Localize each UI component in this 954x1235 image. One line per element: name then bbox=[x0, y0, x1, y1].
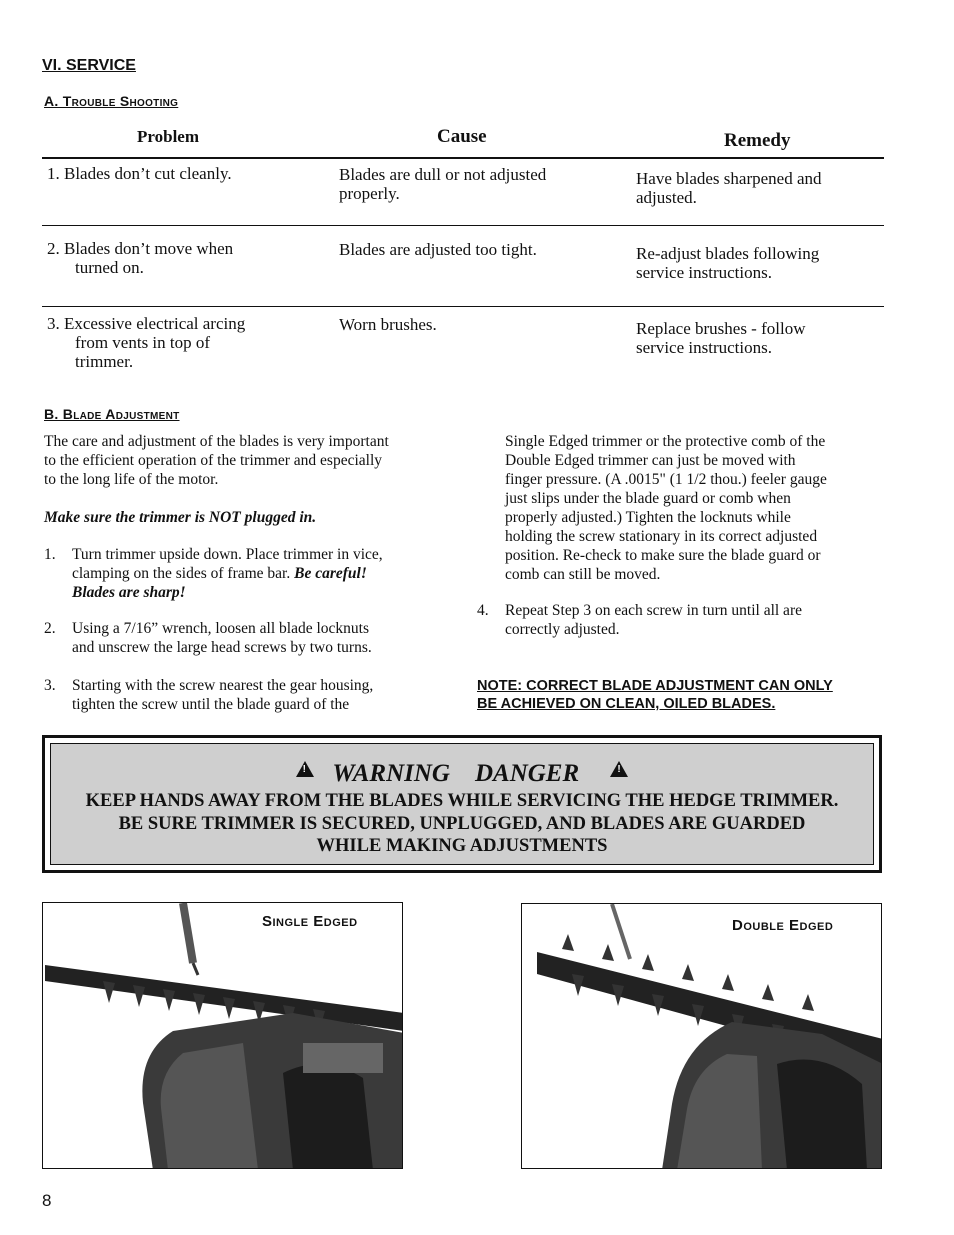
row-divider bbox=[42, 225, 884, 226]
section-title: VI. SERVICE bbox=[42, 57, 136, 74]
step-3-continued: Single Edged trimmer or the protective comb of the Double Edged trimmer can just be moved with finger pressure. (A .0015" (1 1/2 thou.) feeler gauge just slips under the blade guard or comb when properly adjusted.) Tighten the locknuts while holding the screw stationary in its correct adjusted position. Re-check to make sure the blade guard or comb can still be moved. bbox=[505, 433, 827, 583]
blade-note: NOTE: CORRECT BLADE ADJUSTMENT CAN ONLY BE ACHIEVED ON CLEAN, OILED BLADES. bbox=[477, 678, 833, 712]
col-header-problem: Problem bbox=[137, 127, 200, 146]
step-1: 1. Turn trimmer upside down. Place trimmer in vice, clamping on the sides of frame bar. Be careful! Blades are sharp! bbox=[44, 546, 383, 601]
double-edged-trimmer-illustration bbox=[522, 904, 882, 1169]
warning-line-2: BE SURE TRIMMER IS SECURED, UNPLUGGED, AND BLADES ARE GUARDED bbox=[118, 814, 806, 834]
trouble-shooting-heading: A. Trouble Shooting bbox=[44, 93, 179, 109]
warning-triangle-icon bbox=[610, 761, 628, 777]
col-header-cause: Cause bbox=[437, 126, 487, 147]
row3-problem: 3. Excessive electrical arcing from vents in top of trimmer. bbox=[47, 314, 246, 371]
double-edged-photo bbox=[521, 903, 882, 1169]
col-header-remedy: Remedy bbox=[724, 130, 791, 151]
warning-title: ! WARNING DANGER ! bbox=[51, 760, 873, 788]
row2-remedy: Re-adjust blades following service instructions. bbox=[636, 244, 820, 282]
single-edged-photo bbox=[42, 902, 403, 1169]
blade-intro: The care and adjustment of the blades is very important to the efficient operation of the trimmer and especially to the long life of the motor. bbox=[44, 433, 389, 488]
warning-line-3: WHILE MAKING ADJUSTMENTS bbox=[316, 836, 608, 856]
warning-box bbox=[42, 735, 882, 873]
row2-problem: 2. Blades don’t move when turned on. bbox=[47, 239, 234, 277]
step-3: 3. Starting with the screw nearest the gear housing, tighten the screw until the blade guard of the bbox=[44, 677, 374, 713]
unplug-caution: Make sure the trimmer is NOT plugged in. bbox=[44, 509, 317, 526]
single-edged-trimmer-illustration bbox=[43, 903, 403, 1169]
step-2: 2. Using a 7/16” wrench, loosen all blade locknuts and unscrew the large head screws by two turns. bbox=[44, 620, 372, 656]
blade-adjustment-heading: B. Blade Adjustment bbox=[44, 406, 180, 422]
table-header-rule bbox=[42, 157, 884, 159]
row1-problem: 1. Blades don’t cut cleanly. bbox=[47, 164, 232, 183]
warning-line-1: KEEP HANDS AWAY FROM THE BLADES WHILE SERVICING THE HEDGE TRIMMER. bbox=[85, 791, 839, 811]
single-edged-label: Single Edged bbox=[262, 913, 358, 930]
row3-cause: Worn brushes. bbox=[339, 315, 437, 334]
row3-remedy: Replace brushes - follow service instructions. bbox=[636, 319, 806, 357]
step-4: 4. Repeat Step 3 on each screw in turn until all are correctly adjusted. bbox=[477, 602, 802, 638]
row1-cause: Blades are dull or not adjusted properly. bbox=[339, 165, 547, 203]
page-number: 8 bbox=[42, 1191, 52, 1210]
warning-triangle-icon bbox=[296, 761, 314, 777]
row-divider bbox=[42, 306, 884, 307]
row1-remedy: Have blades sharpened and adjusted. bbox=[636, 169, 822, 207]
row2-cause: Blades are adjusted too tight. bbox=[339, 240, 537, 259]
double-edged-label: Double Edged bbox=[732, 917, 834, 934]
